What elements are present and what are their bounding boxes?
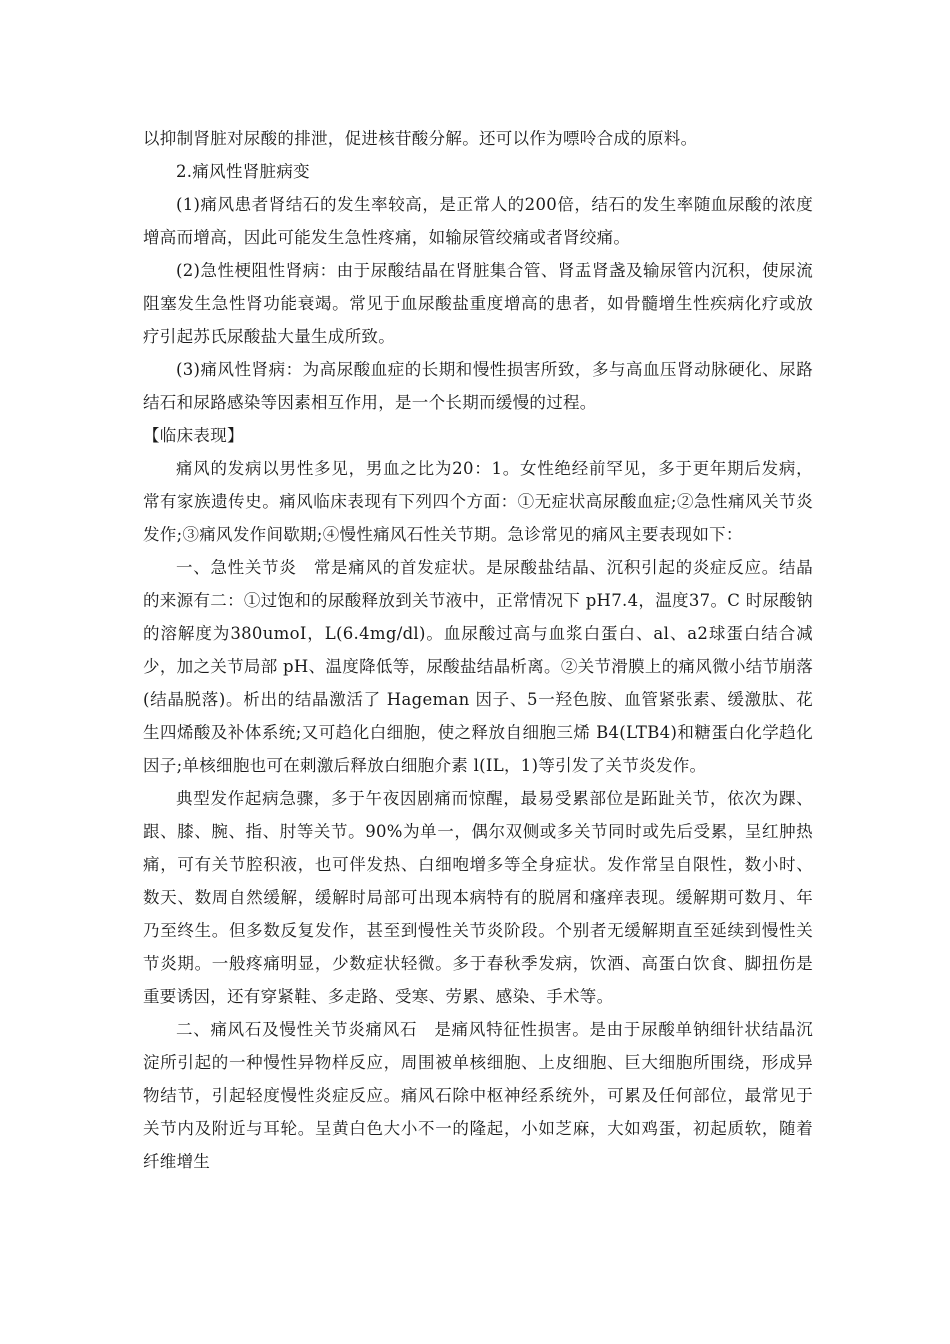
paragraph-acute-obstructive-nephropathy: (2)急性梗阻性肾病：由于尿酸结晶在肾脏集合管、肾盂肾盏及输尿管内沉积，使尿流阻塞发生急性肾功能衰竭。常见于血尿酸盐重度增高的患者，如骨髓增生性疾病化疗或放疗引起苏氏尿酸盐大量生成所致。 [143,261,813,346]
paragraph-kidney-stones: (1)痛风患者肾结石的发生率较高，是正常人的200倍，结石的发生率随血尿酸的浓度增高而增高，因此可能发生急性疼痛，如输尿管绞痛或者肾绞痛。 [143,195,813,247]
paragraph-tophi-chronic-arthritis: 二、痛风石及慢性关节炎痛风石 是痛风特征性损害。是由于尿酸单钠细针状结晶沉淀所引起的一种慢性异物样反应，周围被单核细胞、上皮细胞、巨大细胞所围绕，形成异物结节，引起轻度慢性炎症反应。痛风石除中枢神经系统外，可累及任何部位，最常见于关节内及附近与耳轮。呈黄白色大小不一的隆起，小如芝麻，大如鸡蛋，初起质软，随着纤维增生 [143,1020,813,1171]
paragraph-acute-arthritis: 一、急性关节炎 常是痛风的首发症状。是尿酸盐结晶、沉积引起的炎症反应。结晶的来源有二：①过饱和的尿酸释放到关节液中，正常情况下 pH7.4，温度37。C 时尿酸钠的溶解度为380umoI，L(6.4mg/dl)。血尿酸过高与血浆白蛋白、al、a2球蛋白结合减少，加之关节局部 pH、温度降低等，尿酸盐结晶析离。②关节滑膜上的痛风微小结节崩落(结晶脱落)。析出的结晶激活了 Hageman 因子、5一羟色胺、血管紧张素、缓激肽、花生四烯酸及补体系统;又可趋化白细胞，使之释放自细胞三烯 B4(LTB4)和糖蛋白化学趋化因子;单核细胞也可在刺激后释放白细胞介素 l(IL，1)等引发了关节炎发作。 [143,558,813,775]
document-body [143,122,813,1178]
paragraph-continuation: 以抑制肾脏对尿酸的排泄，促进核苷酸分解。还可以作为嘌呤合成的原料。 [143,129,698,148]
paragraph-gouty-nephropathy: (3)痛风性肾病：为高尿酸血症的长期和慢性损害所致，多与高血压肾动脉硬化、尿路结石和尿路感染等因素相互作用，是一个长期而缓慢的过程。 [143,360,813,412]
paragraph-typical-attack: 典型发作起病急骤，多于午夜因剧痛而惊醒，最易受累部位是跖趾关节，依次为踝、跟、膝、腕、指、肘等关节。90%为单一，偶尔双侧或多关节同时或先后受累，呈红肿热痛，可有关节腔积液，也可伴发热、白细咆增多等全身症状。发作常呈自限性，数小时、数天、数周自然缓解，缓解时局部可出现本病特有的脱屑和瘙痒表现。缓解期可数月、年乃至终生。但多数反复发作，甚至到慢性关节炎阶段。个别者无缓解期直至延续到慢性关节炎期。一般疼痛明显，少数症状轻微。多于春秋季发病，饮酒、高蛋白饮食、脚扭伤是重要诱因，还有穿紧鞋、多走路、受寒、劳累、感染、手术等。 [143,789,813,1006]
section-heading-clinical-manifestations: 【临床表现】 [143,426,244,445]
subsection-heading-renal-lesions: 2.痛风性肾脏病变 [176,162,310,181]
paragraph-clinical-overview: 痛风的发病以男性多见，男血之比为20：1。女性绝经前罕见，多于更年期后发病，常有家族遗传史。痛风临床表现有下列四个方面：①无症状高尿酸血症;②急性痛风关节炎发作;③痛风发作间歇期;④慢性痛风石性关节期。急诊常见的痛风主要表现如下： [143,459,813,544]
